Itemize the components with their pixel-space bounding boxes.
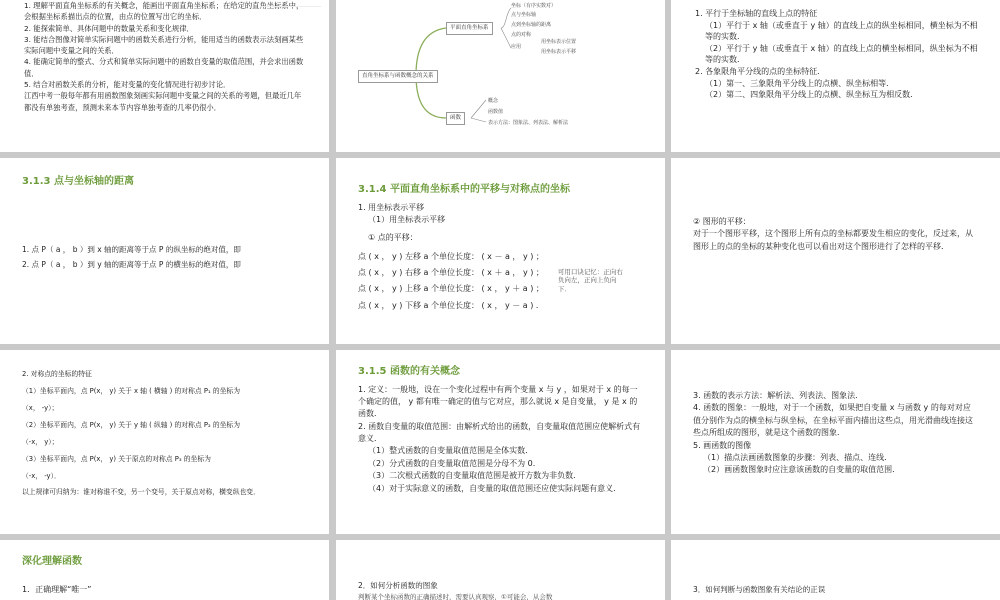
distance-to-y-axis: 2. 点 P（ a ， b ）到 y 轴的距离等于点 P 的横坐标的绝对值，即 <box>22 260 241 270</box>
objective-2: 2. 能探索简单、具体问题中的数量关系和变化规律． <box>24 23 194 33</box>
symmetry-origin-result: （-x， -y）． <box>22 471 61 480</box>
shape-translation-body: 对于一个图形平移，这个图形上所有点的坐标都要发生相应的变化，反过来，从图形上的点的坐标的某种变化也可以看出对这个图形进行了怎样的平移． <box>693 229 973 251</box>
objective-4: 4. 能确定简单的整式、分式和简单实际问题中的函数自变量的取值范围，并会求出函数值． <box>24 57 304 78</box>
slide-graph-analysis <box>336 540 665 600</box>
slide-objectives <box>0 0 329 152</box>
objective-1: 1. 理解平面直角坐标系的有关概念，能画出平面直角坐标系；在给定的直角坐标系中，会根据坐标系描出点的位置，由点的位置写出它的坐标． <box>24 1 304 22</box>
domain-rule: 2. 函数自变量的取值范围：由解析式给出的函数，自变量取值范围应使解析式有意义． <box>358 421 641 444</box>
mindmap-leaf: 点到坐标轴的距离 <box>511 22 552 28</box>
rule-parallel-x: （1）平行于 x 轴（或垂直于 y 轴）的直线上点的纵坐标相同，横坐标为不相等的实数． <box>705 20 978 42</box>
mindmap-leaf: 点与坐标轴 <box>511 12 537 18</box>
mindmap-leaf: 点的对称 <box>511 32 532 38</box>
slide-axis-parallel <box>671 0 1000 152</box>
mindmap-root: 直角坐标系与函数概念的关系 <box>358 70 438 83</box>
translation-heading: 1. 用坐标表示平移 <box>358 202 425 212</box>
symmetry-summary: 以上规律可归纳为：谁对称谁不变，另一个变号，关于原点对称，横变纵也变． <box>22 487 260 496</box>
domain-radical: （3）二次根式函数的自变量取值范围是被开方数为非负数． <box>368 471 582 481</box>
slide-mindmap <box>336 0 665 152</box>
section-title: 深化理解函数 <box>22 556 82 567</box>
distance-to-x-axis: 1. 点 P（ a ， b ）到 x 轴的距离等于点 P 的纵坐标的绝对值，即 <box>22 244 241 254</box>
mindmap-subleaf: 用坐标表示平移 <box>541 49 577 55</box>
section-title: 3.1.3 点与坐标轴的距离 <box>22 176 134 187</box>
domain-fraction: （2）分式函数的自变量取值范围是分母不为 0. <box>368 458 536 468</box>
mindmap-branch-coordinate: 平面直角坐标系 <box>446 22 493 35</box>
move-up: 点 ( x ， y ) 上移 a 个单位长度： ( x ， y ＋ a ) ； <box>358 284 544 294</box>
rule-bisector-13: （1）第一、三象限角平分线上的点横、纵坐标相等． <box>705 78 895 88</box>
move-right: 点 ( x ， y ) 右移 a 个单位长度： ( x ＋ a ， y ) ； <box>358 268 544 278</box>
slide-function-graph <box>671 350 1000 534</box>
move-down: 点 ( x ， y ) 下移 a 个单位长度： ( x ， y － a ) ． <box>358 300 544 310</box>
point-translation: ① 点的平移： <box>368 233 418 243</box>
drawing-heading: 5. 画函数的图像 <box>693 440 752 450</box>
exam-note: 江西中考一般每年都有用函数图象刻画实际问题中变量之间的关系的考题，但最近几年都没有单独考查，预测未来本节内容单独考查的几率仍很小． <box>24 91 302 112</box>
translation-sub: （1）用坐标表示平移 <box>368 214 446 224</box>
symmetry-x-result: （x， -y）； <box>22 403 59 412</box>
mindmap-leaf: 应用 <box>511 44 522 50</box>
slide-symmetry <box>0 350 329 534</box>
objective-5: 5. 结合对函数关系的分析，能对变量的变化情况进行初步讨论． <box>24 80 231 90</box>
slide-translation <box>336 158 665 344</box>
slide-decoration <box>261 6 321 17</box>
representation-methods: 3. 函数的表示方法：解析法、列表法、图象法． <box>693 391 864 400</box>
rule-bisector-24: （2）第二、四象限角平分线上的点横、纵坐标互为相反数． <box>705 90 919 100</box>
mindmap-leaf: 坐标（有序实数对） <box>511 3 557 9</box>
symmetry-y-result: （-x， y）； <box>22 437 59 446</box>
mindmap-leaf: 表示方法：图象法、列表法、解析法 <box>488 120 569 126</box>
mindmap-branch-function: 函数 <box>446 112 465 125</box>
function-definition: 1. 定义：一般地，设在一个变化过程中有两个变量 x 与 y ，如果对于 x 的每一个确定的值， y 都有唯一确定的值与它对应，那么就说 x 是自变量， y 是 x 的函数． <box>358 384 638 419</box>
symmetry-x: （1）坐标平面内，点 P(x， y) 关于 x 轴 ( 横轴 ) 的对称点 P₁ 的坐标为 <box>22 386 241 395</box>
shape-translation-title: ② 图形的平移： <box>693 217 751 226</box>
domain-polynomial: （1）整式函数的自变量取值范围是全体实数． <box>368 446 534 456</box>
section-title: 3.1.5 函数的有关概念 <box>358 366 460 377</box>
slide-deepen <box>0 540 329 600</box>
cut-off-text: 判断某个坐标函数的正确描述时，需要认真观察，①可能会，从会数 <box>358 592 553 600</box>
slide-graph-judgement <box>671 540 1000 600</box>
drawing-caution: （2）画函数图象时应注意该函数的自变量的取值范围． <box>703 465 901 475</box>
heading-parallel: 1. 平行于坐标轴的直线上点的特征 <box>695 9 818 18</box>
symmetry-heading: 2. 对称点的坐标的特征 <box>22 370 92 378</box>
slide-shape-translation <box>671 158 1000 344</box>
graph-definition: 4. 函数的图象：一般地，对于一个函数，如果把自变量 x 与函数 y 的每对对应值分别作为点的横坐标与纵坐标，在坐标平面内描出这些点，用光滑曲线连接这些点所组成的图形，就是这个函数的图象． <box>693 403 973 438</box>
domain-practical: （4）对于实际意义的函数，自变量的取值范围还应使实际问题有意义． <box>368 483 622 493</box>
slide-function-concept <box>336 350 665 534</box>
rule-parallel-y: （2）平行于 y 轴（或垂直于 x 轴）的直线上点的横坐标相同，纵坐标为不相等的实数． <box>705 43 978 65</box>
move-left: 点 ( x ， y ) 左移 a 个单位长度： ( x － a ， y ) ； <box>358 251 544 261</box>
symmetry-origin: （3）坐标平面内，点 P(x， y) 关于原点的对称点 P₃ 的坐标为 <box>22 454 211 463</box>
section-title: 3.1.4 平面直角坐标系中的平移与对称点的坐标 <box>358 184 570 195</box>
symmetry-y: （2）坐标平面内，点 P(x， y) 关于 y 轴 ( 纵轴 ) 的对称点 P₂ 的坐标为 <box>22 420 241 429</box>
point-unique: 1．正确理解“唯一” <box>22 584 92 594</box>
heading-bisector: 2. 各象限角平分线的点的坐标特征． <box>695 66 826 76</box>
mindmap-leaf: 概念 <box>488 98 499 104</box>
mindmap-subleaf: 用坐标表示位置 <box>541 39 577 45</box>
objective-3: 3. 能结合图像对简单实际问题中的函数关系进行分析，能用适当的函数表示法刻画某些实际问题中变量之间的关系． <box>24 34 304 56</box>
slide-distance <box>0 158 329 344</box>
point-graph-analysis: 2．如何分析函数的图象 <box>358 581 438 590</box>
drawing-steps: （1）描点法画函数图象的步骤：列表、描点、连线． <box>703 452 893 462</box>
mindmap-leaf: 函数值 <box>488 109 504 115</box>
mnemonic-note: 可用口诀记忆：正向右负向左，正向上负向下． <box>557 267 623 294</box>
point-graph-judgement: 3．如何判断与函数图象有关结论的正误 <box>693 585 826 594</box>
